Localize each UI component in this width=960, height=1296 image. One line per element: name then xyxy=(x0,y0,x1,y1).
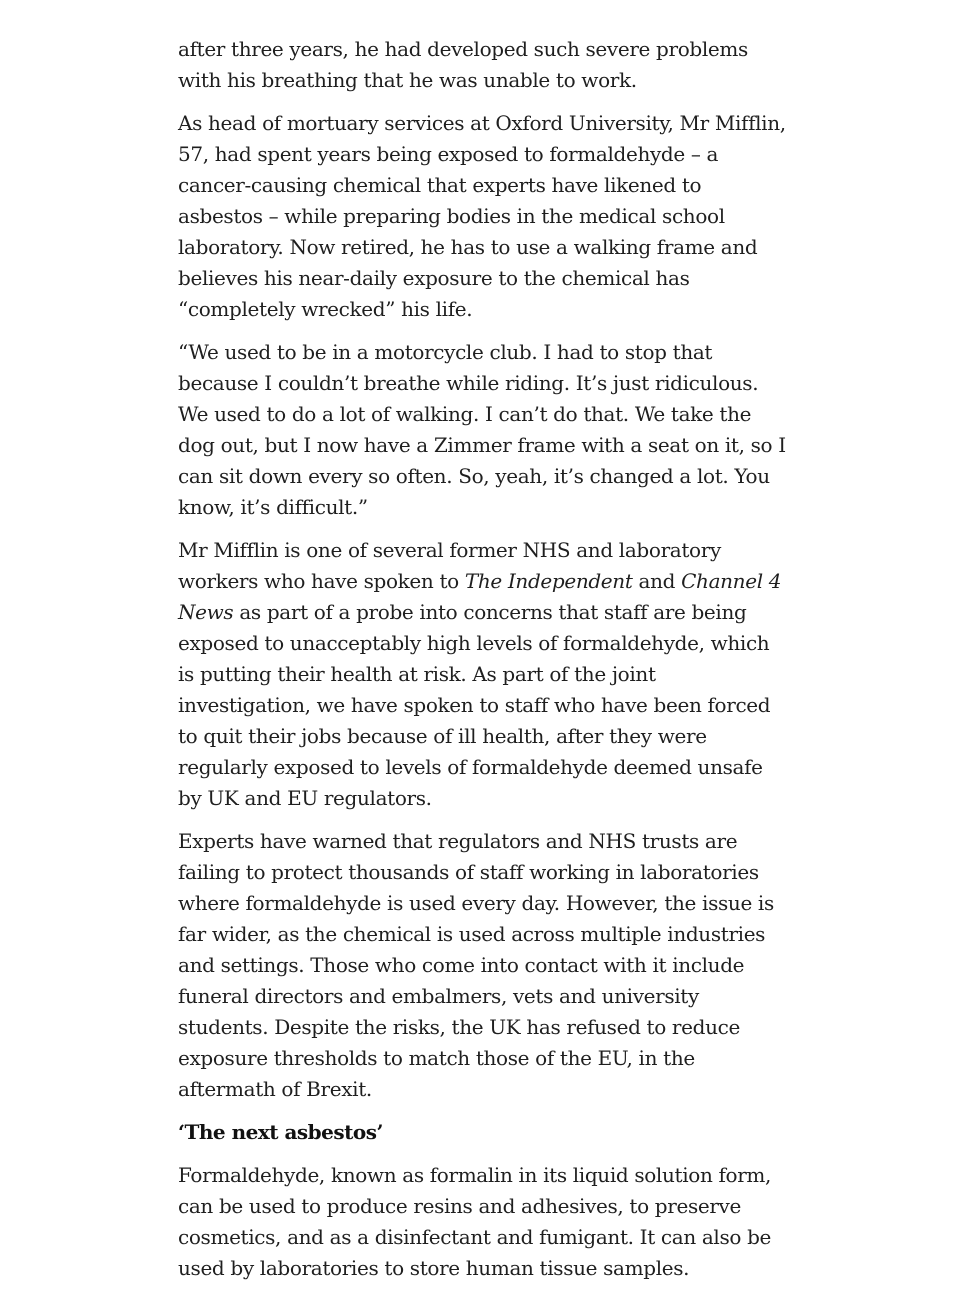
paragraph: after three years, he had developed such severe problems with his breathing that he was unable to work. xyxy=(178,37,748,92)
paragraph: Experts have warned that regulators and NHS trusts are failing to protect thousands of staff working in laboratories where formaldehyde is used every day. However, the issue is far wider, as the chemical is used across multiple industries and settings. Those who come into contact with it include funeral directors and embalmers, vets and university students. Despite the risks, the UK has refused to reduce exposure thresholds to match those of the EU, in the aftermath of Brexit. xyxy=(178,829,774,1101)
section-subheading: ‘The next asbestos’ xyxy=(178,1120,383,1144)
paragraph-text: and xyxy=(632,569,682,593)
publication-name: Channel 4 News xyxy=(178,569,782,624)
publication-name: The Independent xyxy=(464,569,633,593)
paragraph xyxy=(178,535,788,814)
paragraph: Formaldehyde, known as formalin in its liquid solution form, can be used to produce resins and adhesives, to preserve cosmetics, and as a disinfectant and fumigant. It can also be used by laboratories to store human tissue samples. xyxy=(178,1163,772,1280)
paragraph: “We used to be in a motorcycle club. I had to stop that because I couldn’t breathe while riding. It’s just ridiculous. We used to do a lot of walking. I can’t do that. We take the dog out, but I now have a Zimmer frame with a seat on it, so I can sit down every so often. So, yeah, it’s changed a lot. You know, it’s difficult.” xyxy=(178,340,786,519)
paragraph-text: Mr Mifflin is one of several former NHS and laboratory workers who have spoken to xyxy=(178,538,721,593)
paragraph-text: as part of a probe into concerns that staff are being exposed to unacceptably high levels of formaldehyde, which is putting their health at risk. As part of the joint investigation, we have spoken to staff who have been forced to quit their jobs because of ill health, after they were regularly exposed to levels of formaldehyde deemed unsafe by UK and EU regulators. xyxy=(178,600,771,810)
paragraph: As head of mortuary services at Oxford University, Mr Mifflin, 57, had spent years being exposed to formaldehyde – a cancer-causing chemical that experts have likened to asbestos – while preparing bodies in the medical school laboratory. Now retired, he has to use a walking frame and believes his near-daily exposure to the chemical has “completely wrecked” his life. xyxy=(178,111,786,321)
article-body xyxy=(178,34,788,1296)
